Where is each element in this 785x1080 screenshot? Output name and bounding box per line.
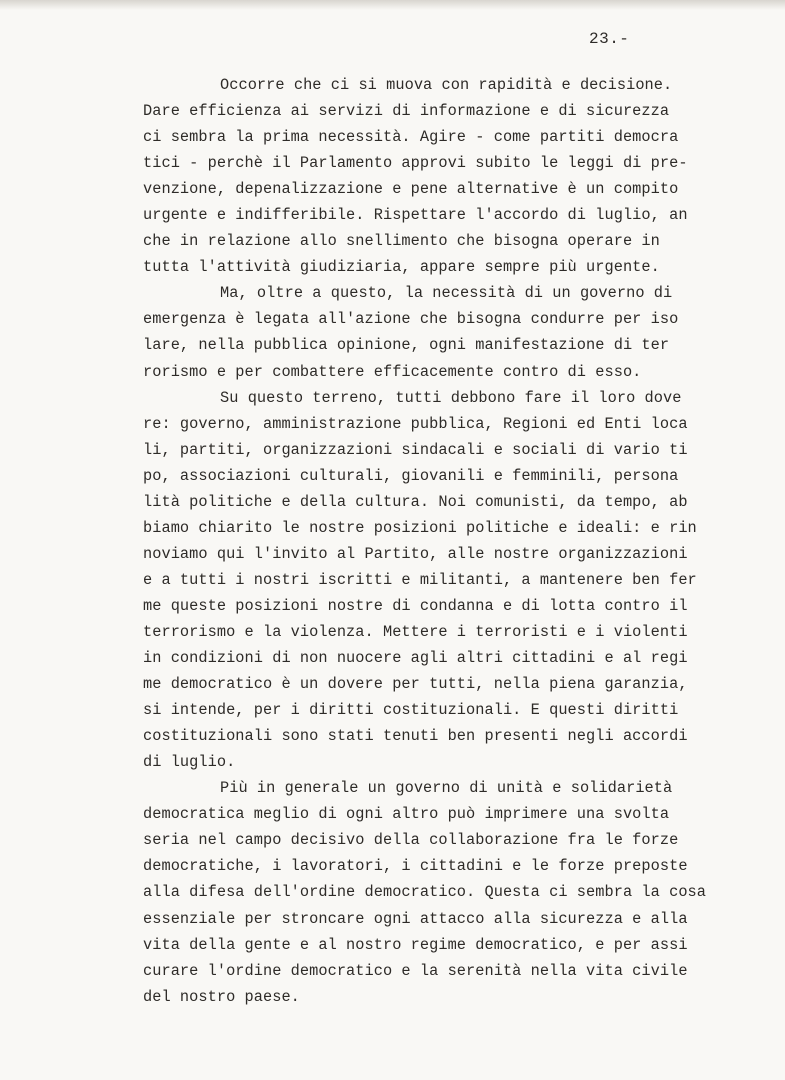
text-line: rorismo e per combattere efficacemente contro di esso. [143, 362, 642, 381]
text-line: di luglio. [143, 753, 236, 772]
text-line: emergenza è legata all'azione che bisogna condurre per iso [143, 310, 679, 329]
text-line: terrorismo e la violenza. Mettere i terroristi e i violenti [143, 622, 688, 641]
text-line: Occorre che ci si muova con rapidità e decisione. [220, 76, 673, 94]
text-line: curare l'ordine democratico e la serenità nella vita civile [143, 961, 688, 980]
text-line: lità politiche e della cultura. Noi comunisti, da tempo, ab [143, 492, 688, 511]
text-line: essenziale per stroncare ogni attacco alla sicurezza e alla [143, 909, 688, 928]
text-line: biamo chiarito le nostre posizioni politiche e ideali: e rin [143, 518, 697, 537]
text-line: li, partiti, organizzazioni sindacali e sociali di vario ti [143, 440, 688, 459]
text-line: tutta l'attività giudiziaria, appare sempre più urgente. [143, 258, 660, 277]
text-line: me queste posizioni nostre di condanna e di lotta contro il [143, 596, 688, 615]
text-line: si intende, per i diritti costituzionali. E questi diritti [143, 701, 679, 720]
text-line: venzione, depenalizzazione e pene alternative è un compito [143, 180, 679, 199]
text-line: democratiche, i lavoratori, i cittadini e le forze preposte [143, 857, 688, 876]
text-line: Su questo terreno, tutti debbono fare il loro dove [220, 388, 682, 407]
text-line: me democratico è un dovere per tutti, nella piena garanzia, [143, 675, 688, 694]
text-line: tici - perchè il Parlamento approvi subito le leggi di pre- [143, 154, 688, 173]
text-line: e a tutti i nostri iscritti e militanti, a mantenere ben fer [143, 570, 697, 589]
text-line: ci sembra la prima necessità. Agire - come partiti democra [143, 128, 679, 147]
text-line: po, associazioni culturali, giovanili e femminili, persona [143, 466, 679, 485]
text-line: Più in generale un governo di unità e solidarietà [220, 779, 673, 798]
text-line: re: governo, amministrazione pubblica, Regioni ed Enti loca [143, 414, 688, 433]
text-line: vita della gente e al nostro regime democratico, e per assi [143, 935, 688, 954]
text-line: democratica meglio di ogni altro può imprimere una svolta [143, 805, 670, 824]
text-line: Dare efficienza ai servizi di informazione e di sicurezza [143, 102, 670, 121]
body-text [143, 72, 743, 1010]
text-line: noviamo qui l'invito al Partito, alle nostre organizzazioni [143, 544, 688, 563]
text-line: lare, nella pubblica opinione, ogni manifestazione di ter [143, 336, 670, 355]
text-line: costituzionali sono stati tenuti ben presenti negli accordi [143, 727, 688, 746]
text-line: Ma, oltre a questo, la necessità di un governo di [220, 284, 673, 303]
text-line: urgente e indifferibile. Rispettare l'accordo di luglio, an [143, 206, 688, 225]
text-line: del nostro paese. [143, 987, 300, 1006]
text-line: che in relazione allo snellimento che bisogna operare in [143, 232, 660, 251]
page-number: 23.- [589, 30, 630, 48]
text-line: in condizioni di non nuocere agli altri cittadini e al regi [143, 649, 688, 668]
text-line: seria nel campo decisivo della collaborazione fra le forze [143, 831, 679, 850]
text-line: alla difesa dell'ordine democratico. Questa ci sembra la cosa [143, 883, 707, 902]
paper-top-edge [0, 0, 785, 10]
